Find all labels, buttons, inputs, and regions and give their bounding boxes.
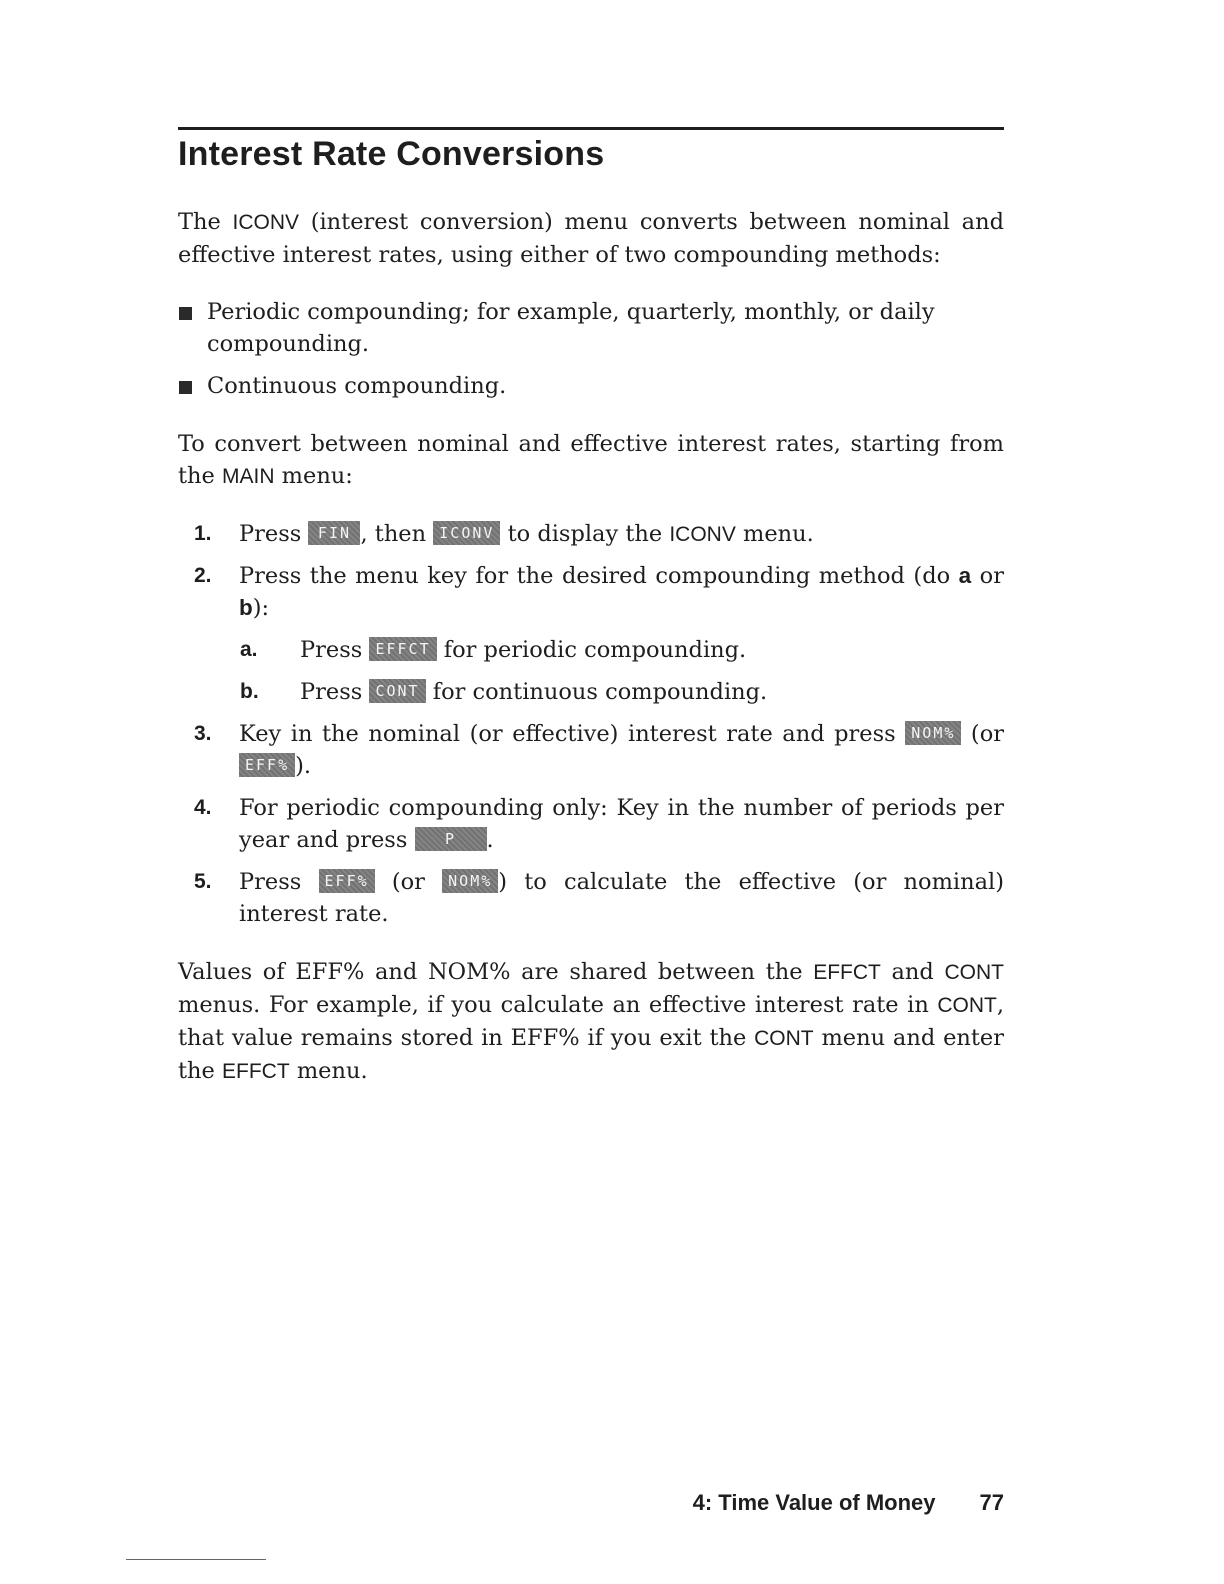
menu-name: CONT [754, 1027, 814, 1050]
effct-menu-key: EFFCT [369, 637, 436, 661]
cont-menu-key: CONT [369, 679, 425, 703]
step-number: 5. [194, 870, 212, 893]
page-footer [693, 1490, 1004, 1516]
header-rule [178, 127, 1004, 130]
step-number: 2. [194, 564, 212, 587]
menu-name: MAIN [222, 465, 275, 488]
fin-menu-key: FIN [308, 521, 360, 545]
menu-name: ICONV [232, 211, 300, 234]
menu-name: EFFCT [813, 961, 881, 984]
p-menu-key: P [415, 827, 487, 851]
menu-name: ICONV [669, 523, 736, 546]
eff-percent-menu-key: EFF% [239, 753, 295, 777]
chapter-title: 4: Time Value of Money [692, 1490, 936, 1515]
square-bullet-icon [179, 381, 192, 394]
square-bullet-icon [179, 307, 192, 320]
substep-letter: b. [240, 680, 259, 703]
lead-paragraph: To convert between nominal and effective interest rates, starting from the MAIN menu: [178, 431, 1004, 489]
step-number: 1. [194, 522, 212, 545]
intro-paragraph: The ICONV (interest conversion) menu converts between nominal and effective interest rates, using either of two compounding methods: [178, 209, 1004, 268]
closing-paragraph: Values of EFF% and NOM% are shared between the EFFCT and CONT menus. For example, if you calculate an effective interest rate in CONT, that value remains stored in EFF% if you exit the CONT menu and enter the EFFCT menu. [178, 959, 1004, 1084]
menu-name: CONT [944, 961, 1004, 984]
nom-percent-menu-key: NOM% [905, 721, 961, 745]
step-number: 4. [194, 796, 212, 819]
step-number: 3. [194, 722, 212, 745]
menu-name: EFFCT [222, 1060, 290, 1083]
substep-letter: a. [240, 638, 258, 661]
iconv-menu-key: ICONV [433, 521, 500, 545]
margin-line [126, 1559, 266, 1560]
eff-percent-menu-key: EFF% [319, 869, 375, 893]
nom-percent-menu-key: NOM% [442, 869, 498, 893]
menu-name: CONT [937, 994, 997, 1017]
section-heading: Interest Rate Conversions [178, 135, 605, 173]
page-number: 77 [979, 1490, 1004, 1515]
